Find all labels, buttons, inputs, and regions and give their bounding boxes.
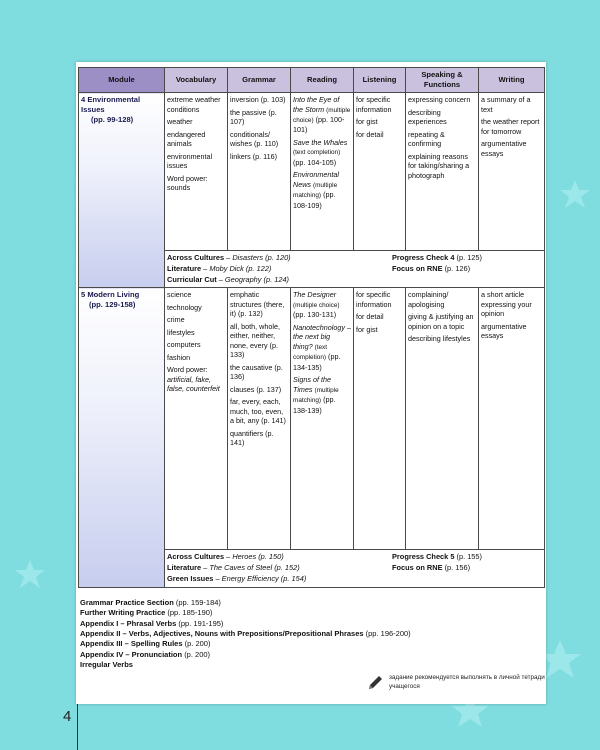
module-5-writing	[479, 288, 545, 550]
module-4-pages: (pp. 99-128)	[91, 115, 134, 125]
page-divider	[77, 704, 78, 750]
grammar-item: all, both, whole, either, neither, none, every (p. 133)	[230, 321, 280, 360]
header-grammar: Grammar	[228, 68, 291, 93]
module-4-listening	[354, 93, 406, 251]
module-4-row	[79, 93, 545, 251]
header-module: Module	[79, 68, 165, 93]
appendix-item: Appendix III – Spelling Rules (p. 200)	[80, 639, 211, 649]
grammar-item: quantifiers (p. 141)	[230, 428, 274, 448]
module-4-vocabulary	[165, 93, 228, 251]
reading-item	[293, 95, 351, 135]
grammar-item: inversion (p. 103)	[230, 95, 286, 104]
literature-line: Literature – The Caves of Steel (p. 152)	[167, 563, 300, 573]
writing-item: argumentative essays	[481, 139, 527, 158]
reading-title: The Designer	[293, 290, 337, 300]
reading-item	[293, 290, 351, 319]
listening-item: for gist	[356, 117, 378, 126]
vocab-item: weather	[167, 117, 193, 126]
green-issues-line: Green Issues – Energy Efficiency (p. 154)	[167, 573, 307, 583]
vocab-item: computers	[167, 340, 201, 350]
header-writing: Writing	[479, 68, 545, 93]
grammar-item: the passive (p. 107)	[230, 107, 277, 126]
grammar-item: clauses (p. 137)	[230, 384, 282, 394]
writing-item: argumentative essays	[481, 321, 527, 341]
module-5-title: 5 Modern Living	[81, 290, 140, 300]
writing-item: a summary of a text	[481, 95, 531, 114]
notebook-note: задание рекомендуется выполнять в личной тетради учащегося	[389, 674, 545, 690]
module-5-cell	[79, 288, 165, 587]
across-cultures-line: Across Cultures – Disasters (p. 120)	[167, 253, 291, 262]
reading-pages: (pp. 104-105)	[293, 157, 337, 167]
speaking-item: expressing concern	[408, 95, 471, 104]
header-vocabulary: Vocabulary	[165, 68, 228, 93]
module-5-vocabulary	[165, 288, 228, 550]
grammar-item: far, every, each, much, too, even, a bit, any (p. 141)	[230, 397, 286, 426]
writing-item: a short article expressing your opinion	[481, 290, 532, 319]
syllabus-page	[76, 62, 546, 704]
vocab-item: science	[167, 290, 192, 300]
module-4-grammar	[228, 93, 291, 251]
grammar-item: linkers (p. 116)	[230, 151, 278, 161]
reading-item	[293, 170, 351, 210]
appendix-item: Appendix IV – Pronunciation (p. 200)	[80, 649, 211, 659]
course-plan-table	[78, 67, 545, 588]
word-power-items: artificial, fake, false, counterfeit	[167, 374, 220, 394]
vocab-item: lifestyles	[167, 327, 195, 337]
module-4-speaking	[406, 93, 479, 251]
header-row	[79, 68, 545, 93]
header-reading: Reading	[291, 68, 354, 93]
reading-pages: (pp. 108-109)	[293, 190, 336, 210]
module-4-cell	[79, 93, 165, 288]
listening-item: for gist	[356, 324, 378, 334]
reading-task: (text completion)	[293, 343, 328, 362]
speaking-item: complaining/ apologising	[408, 290, 449, 309]
grammar-item: conditionals/ wishes (p. 110)	[230, 129, 279, 148]
reading-pages: (pp. 134-135)	[293, 352, 341, 372]
listening-item: for specific information	[356, 95, 392, 114]
module-5-row	[79, 288, 545, 550]
appendix-list	[80, 598, 500, 670]
module-5-extras	[165, 550, 545, 587]
curricular-cut-line: Curricular Cut – Geography (p. 124)	[167, 274, 290, 284]
module-5-pages: (pp. 129-158)	[89, 300, 136, 310]
reading-task: (multiple matching)	[293, 181, 338, 200]
speaking-item: describing experiences	[408, 107, 447, 126]
listening-item: for specific information	[356, 290, 392, 309]
appendix-item: Appendix II – Verbs, Adjectives, Nouns with Prepositions/Prepositional Phrases (pp. 196-200)	[80, 629, 411, 639]
speaking-item: describing lifestyles	[408, 334, 471, 344]
focus-rne-line: Focus on RNE (p. 156)	[392, 563, 471, 573]
reading-title: Nanotechnology – the next big thing?	[293, 322, 351, 351]
grammar-item: emphatic structures (there, it) (p. 132)	[230, 290, 285, 319]
vocab-item: endangered animals	[167, 129, 206, 148]
reading-item	[293, 375, 351, 415]
header-listening: Listening	[354, 68, 406, 93]
grammar-item: the causative (p. 136)	[230, 362, 283, 382]
vocab-item: extreme weather conditions	[167, 95, 221, 114]
reading-task: (multiple matching)	[293, 386, 339, 405]
module-5-speaking	[406, 288, 479, 550]
listening-item: for detail	[356, 129, 384, 139]
reading-pages: (pp. 130-131)	[293, 310, 337, 320]
vocab-item: crime	[167, 315, 185, 325]
speaking-item: giving & justifying an opinion on a topic	[408, 312, 474, 331]
reading-task: (multiple choice)	[293, 301, 340, 309]
reading-title: Save the Whales	[293, 137, 348, 147]
module-4-title: 4 Environmental Issues	[81, 95, 141, 115]
module-4-writing	[479, 93, 545, 251]
listening-item: for detail	[356, 312, 384, 322]
module-5-reading	[291, 288, 354, 550]
appendix-item: Grammar Practice Section (pp. 159-184)	[80, 598, 221, 607]
progress-check-line: Progress Check 5 (p. 155)	[392, 552, 482, 562]
progress-check-line: Progress Check 4 (p. 125)	[392, 253, 482, 262]
vocab-item: Word power: sounds	[167, 173, 208, 192]
module-5-grammar	[228, 288, 291, 550]
word-power-label: Word power:	[167, 365, 208, 375]
vocab-item: fashion	[167, 352, 191, 362]
pencil-icon	[366, 674, 384, 692]
reading-item	[293, 138, 351, 167]
reading-task: (text completion)	[293, 149, 341, 157]
reading-task: (multiple choice)	[293, 106, 351, 124]
reading-item	[293, 323, 351, 372]
across-cultures-line: Across Cultures – Heroes (p. 150)	[167, 552, 284, 562]
writing-item: the weather report for tomorrow	[481, 117, 540, 136]
reading-title: Environmental News	[293, 170, 339, 189]
appendix-item: Further Writing Practice (pp. 185-190)	[80, 608, 213, 618]
vocab-item: technology	[167, 302, 202, 312]
module-5-listening	[354, 288, 406, 550]
speaking-item: explaining reasons for taking/sharing a photograph	[408, 151, 470, 180]
header-speaking: Speaking & Functions	[406, 68, 479, 93]
module-4-reading	[291, 93, 354, 251]
appendix-item: Appendix I – Phrasal Verbs (pp. 191-195)	[80, 618, 224, 628]
focus-rne-line: Focus on RNE (p. 126)	[392, 263, 471, 273]
reading-title: Signs of the Times	[293, 375, 331, 394]
literature-line: Literature – Moby Dick (p. 122)	[167, 263, 272, 273]
vocab-item: environmental issues	[167, 151, 213, 170]
speaking-item: repeating & confirming	[408, 129, 445, 148]
appendix-item: Irregular Verbs	[80, 660, 133, 670]
reading-pages: (pp. 138-139)	[293, 395, 336, 415]
page-number: 4	[63, 708, 72, 725]
reading-pages: (pp. 100-101)	[293, 114, 345, 135]
reading-title: Into the Eye of the Storm	[293, 95, 340, 114]
module-4-extras	[165, 251, 545, 288]
